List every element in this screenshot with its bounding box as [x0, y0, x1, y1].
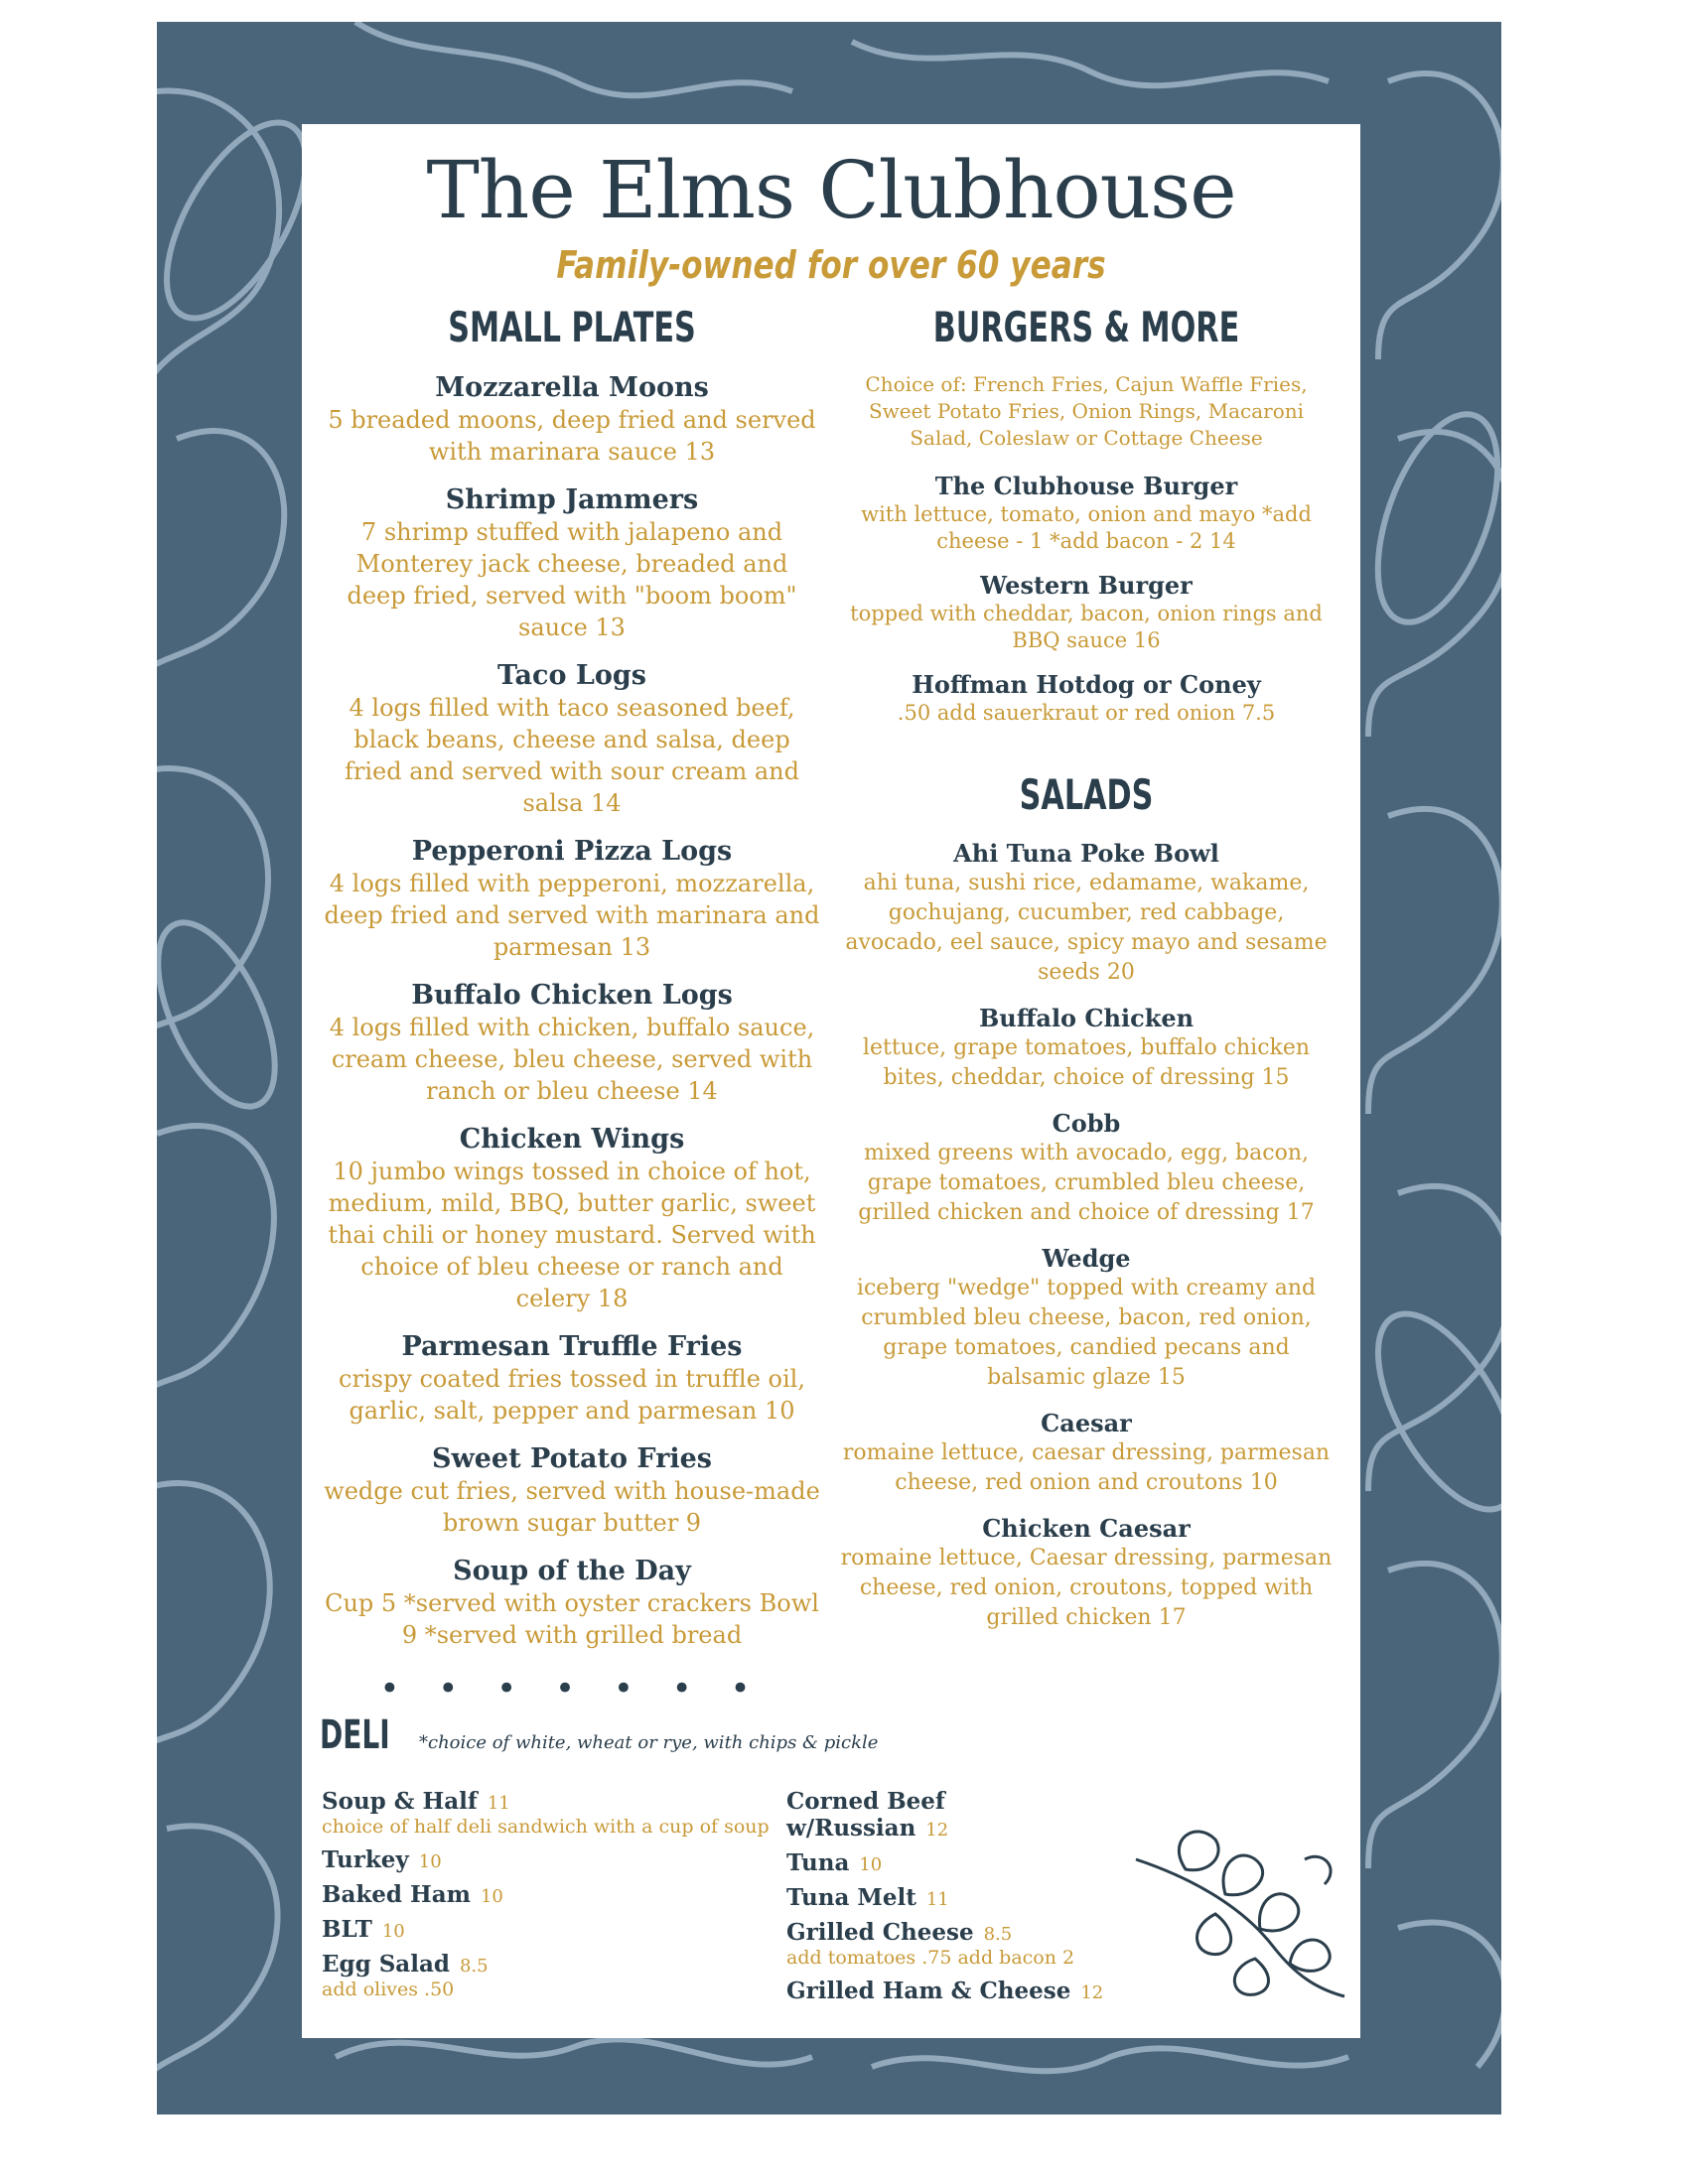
- item-name: Mozzarella Moons: [435, 372, 709, 403]
- item-description: ahi tuna, sushi rice, edamame, wakame, gochujang, cucumber, red cabbage, avocado, eel sauce, spicy mayo and sesame seeds 20: [845, 871, 1328, 985]
- deli-name: Tuna: [786, 1849, 850, 1876]
- sides-choice: Choice of: French Fries, Cajun Waffle Fries, Sweet Potato Fries, Onion Rings, Macaroni Salad, Coleslaw or Cottage Cheese: [865, 372, 1308, 450]
- menu-item: [324, 1123, 820, 1314]
- small-plates-column: [324, 303, 820, 1708]
- item-name: Hoffman Hotdog or Coney: [912, 670, 1261, 699]
- deli-price: 10: [480, 1886, 503, 1907]
- deli-left-column: [322, 1788, 778, 2009]
- item-description: Cup 5 *served with oyster crackers Bowl 9 *served with grilled bread: [325, 1589, 819, 1649]
- botanical-frame: [157, 22, 1501, 2115]
- item-name: Parmesan Truffle Fries: [401, 1331, 743, 1362]
- menu-item: [838, 1244, 1335, 1393]
- item-description: .50 add sauerkraut or red onion 7.5: [897, 701, 1276, 725]
- deli-item: [786, 1884, 1104, 1911]
- salads-heading: SALADS: [1019, 770, 1154, 819]
- menu-item: [838, 839, 1335, 988]
- item-description: 5 breaded moons, deep fried and served with marinara sauce 13: [328, 406, 816, 466]
- right-column: [838, 303, 1335, 1649]
- item-name: Shrimp Jammers: [445, 484, 699, 515]
- menu-item: [324, 979, 820, 1107]
- item-name: Pepperoni Pizza Logs: [411, 836, 733, 867]
- page-title: The Elms Clubhouse: [426, 144, 1236, 236]
- menu-item: [838, 670, 1335, 727]
- item-description: romaine lettuce, Caesar dressing, parmesan cheese, red onion, croutons, topped with grilled chicken 17: [840, 1546, 1333, 1630]
- deli-price: 11: [925, 1889, 949, 1910]
- item-description: with lettuce, tomato, onion and mayo *add cheese - 1 *add bacon - 2 14: [861, 502, 1312, 553]
- deli-right-column: [786, 1788, 1104, 2012]
- item-name: Buffalo Chicken: [978, 1004, 1195, 1032]
- deli-description: add tomatoes .75 add bacon 2: [786, 1947, 1075, 1969]
- deli-price: 10: [381, 1921, 405, 1942]
- deli-heading: DELI: [320, 1712, 390, 1758]
- deli-item: [786, 1849, 1104, 1876]
- menu-item: [324, 1442, 820, 1539]
- deli-price: 8.5: [983, 1924, 1013, 1945]
- deli-price: 11: [487, 1793, 510, 1814]
- menu-item: [324, 659, 820, 819]
- item-description: 4 logs filled with chicken, buffalo sauce, cream cheese, bleu cheese, served with ranch or bleu cheese 14: [329, 1014, 815, 1105]
- deli-item: [786, 1978, 1104, 2004]
- item-description: 10 jumbo wings tossed in choice of hot, medium, mild, BBQ, butter garlic, sweet thai chili or honey mustard. Served with choice of bleu cheese or ranch and celery 18: [328, 1158, 816, 1312]
- deli-price: 12: [1080, 1982, 1104, 2003]
- item-name: Ahi Tuna Poke Bowl: [953, 839, 1219, 868]
- deli-name: Baked Ham: [322, 1881, 471, 1908]
- deli-name: Turkey: [322, 1846, 409, 1873]
- item-name: Sweet Potato Fries: [432, 1443, 712, 1474]
- page-subtitle: Family-owned for over 60 years: [556, 243, 1106, 287]
- item-description: iceberg "wedge" topped with creamy and crumbled bleu cheese, bacon, red onion, grape tomatoes, candied pecans and balsamic glaze 15: [856, 1276, 1317, 1390]
- deli-item: [322, 1788, 778, 1839]
- deli-price: 10: [418, 1851, 442, 1872]
- item-description: romaine lettuce, caesar dressing, parmesan cheese, red onion and croutons 10: [842, 1440, 1331, 1495]
- dot-divider: • • • • • • •: [379, 1669, 765, 1708]
- item-name: Taco Logs: [497, 660, 646, 691]
- burgers-heading: BURGERS & MORE: [932, 303, 1240, 351]
- deli-price: 8.5: [459, 1956, 489, 1977]
- deli-item: [322, 1916, 778, 1943]
- item-name: Soup of the Day: [453, 1556, 691, 1586]
- menu-item: [838, 1514, 1335, 1633]
- item-name: Cobb: [1052, 1109, 1121, 1138]
- deli-description: add olives .50: [322, 1979, 455, 2000]
- item-name: Western Burger: [980, 571, 1193, 600]
- menu-item: [838, 1109, 1335, 1228]
- menu-item: [324, 1555, 820, 1651]
- item-description: lettuce, grape tomatoes, buffalo chicken bites, cheddar, choice of dressing 15: [862, 1035, 1311, 1090]
- item-description: wedge cut fries, served with house-made brown sugar butter 9: [324, 1477, 820, 1537]
- deli-name: Egg Salad: [322, 1951, 450, 1978]
- item-description: topped with cheddar, bacon, onion rings and BBQ sauce 16: [850, 602, 1323, 652]
- deli-name: Grilled Ham & Cheese: [786, 1978, 1071, 2004]
- item-name: Chicken Wings: [459, 1124, 685, 1155]
- menu-item: [324, 483, 820, 643]
- deli-note: *choice of white, wheat or rye, with chips & pickle: [419, 1732, 879, 1753]
- deli-description: choice of half deli sandwich with a cup of soup: [322, 1816, 770, 1838]
- deli-name: BLT: [322, 1916, 372, 1943]
- deli-name: Grilled Cheese: [786, 1919, 974, 1946]
- deli-item: [322, 1951, 778, 2001]
- deli-price: 12: [925, 1820, 949, 1841]
- deli-item: [786, 1788, 1104, 1842]
- deli-name: Corned Beef w/Russian: [786, 1788, 945, 1842]
- leaf-sprig-icon: [1126, 1820, 1354, 2008]
- menu-item: [838, 472, 1335, 555]
- menu-item: [324, 835, 820, 963]
- deli-name: Soup & Half: [322, 1788, 478, 1815]
- deli-name: Tuna Melt: [786, 1884, 916, 1911]
- menu-item: [324, 371, 820, 468]
- item-name: Caesar: [1041, 1409, 1132, 1437]
- deli-item: [322, 1846, 778, 1873]
- item-name: The Clubhouse Burger: [934, 472, 1238, 500]
- item-name: Buffalo Chicken Logs: [411, 980, 733, 1011]
- item-description: 4 logs filled with pepperoni, mozzarella, deep fried and served with marinara and parmesan 13: [324, 870, 820, 961]
- small-plates-heading: SMALL PLATES: [448, 303, 696, 351]
- deli-item: [322, 1881, 778, 1908]
- menu-item: [838, 571, 1335, 654]
- menu-item: [838, 1409, 1335, 1498]
- item-description: mixed greens with avocado, egg, bacon, grape tomatoes, crumbled bleu cheese, grilled chicken and choice of dressing 17: [858, 1141, 1315, 1225]
- item-name: Chicken Caesar: [982, 1514, 1191, 1543]
- deli-price: 10: [859, 1854, 883, 1875]
- menu-item: [838, 1004, 1335, 1093]
- item-description: 7 shrimp stuffed with jalapeno and Monterey jack cheese, breaded and deep fried, served with "boom boom" sauce 13: [347, 518, 797, 641]
- item-name: Wedge: [1042, 1244, 1131, 1273]
- item-description: crispy coated fries tossed in truffle oil, garlic, salt, pepper and parmesan 10: [339, 1365, 805, 1425]
- menu-item: [324, 1330, 820, 1427]
- deli-item: [786, 1919, 1104, 1970]
- item-description: 4 logs filled with taco seasoned beef, black beans, cheese and salsa, deep fried and served with sour cream and salsa 14: [345, 694, 799, 817]
- menu-panel: [302, 124, 1360, 2038]
